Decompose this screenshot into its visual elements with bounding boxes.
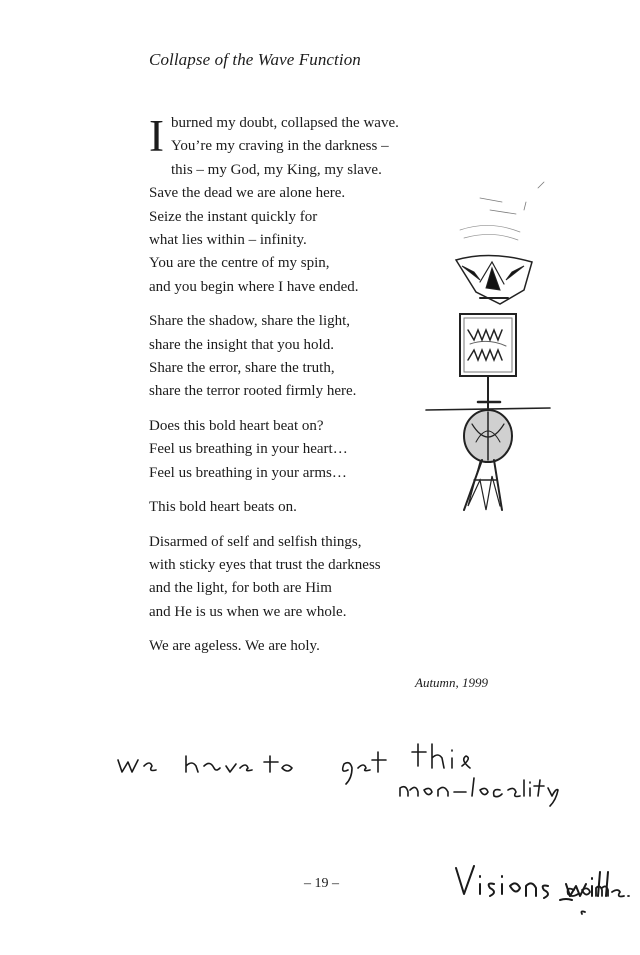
poem-line: Does this bold heart beat on? (149, 417, 324, 434)
poem-title: Collapse of the Wave Function (149, 50, 361, 69)
poem-line: We are ageless. We are holy. (149, 638, 320, 655)
poem-line: Iburned my doubt, collapsed the wave. (149, 111, 399, 161)
poem-line: Feel us breathing in your arms… (149, 464, 347, 481)
poem-line: Save the dead we are alone here. (149, 185, 346, 202)
poem-line: and He is us when we are whole. (149, 603, 347, 620)
poem-line: You’re my craving in the darkness – (171, 138, 389, 155)
poem-line: and the light, for both are Him (149, 580, 332, 597)
poem-line: Disarmed of self and selfish things, (149, 533, 362, 550)
poem-line: This bold heart beats on. (149, 499, 297, 516)
poem-line: what lies within – infinity. (149, 232, 307, 249)
poem-date: Autumn, 1999 (415, 675, 488, 690)
poem-line: You are the centre of my spin, (149, 255, 330, 272)
poem-line: share the insight that you hold. (149, 336, 334, 353)
poem-line: Feel us breathing in your heart… (149, 441, 348, 458)
drop-cap: I (149, 111, 164, 161)
poem-line: share the terror rooted firmly here. (149, 383, 357, 400)
poem-line: and you begin where I have ended. (149, 278, 359, 295)
poem-line: this – my God, my King, my slave. (171, 161, 382, 178)
poem-line: with sticky eyes that trust the darkness (149, 556, 381, 573)
poem-line: Share the shadow, share the light, (149, 313, 351, 330)
page-number: – 19 – (304, 876, 339, 891)
poem-line: Seize the instant quickly for (149, 208, 318, 225)
poem-line: Share the error, share the truth, (149, 360, 335, 377)
